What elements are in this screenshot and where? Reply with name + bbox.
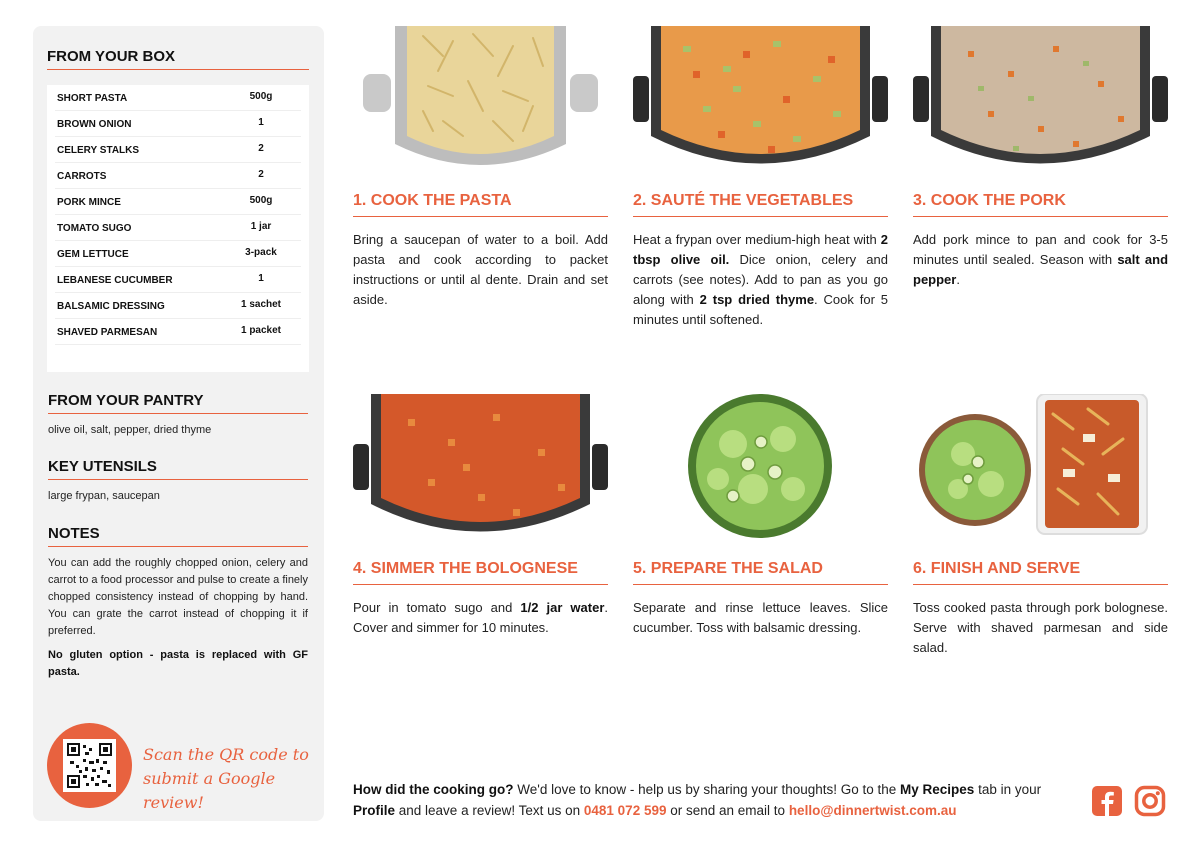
ingredient-qty: 2 [258, 169, 264, 180]
pork-pan-photo [913, 26, 1168, 171]
step-emphasis: 1/2 jar water [520, 600, 605, 615]
step-5-title: 5. PREPARE THE SALAD [633, 560, 888, 585]
ingredient-row [55, 215, 301, 241]
ingredient-qty: 2 [258, 143, 264, 154]
bolognese-pan-photo [353, 394, 608, 539]
step-6-title: 6. FINISH AND SERVE [913, 560, 1168, 585]
step-emphasis: 2 tbsp olive oil. [633, 232, 888, 267]
step-text: Dice onion, celery and carrots (see notes). Add to pan as you go along with [633, 252, 888, 307]
feedback-text: and leave a review! Text us on [395, 803, 584, 818]
ingredient-name: BROWN ONION [57, 119, 132, 130]
ingredient-qty: 1 [258, 273, 264, 284]
ingredient-row [55, 111, 301, 137]
qr-badge [47, 723, 132, 808]
ingredient-name: CELERY STALKS [57, 145, 140, 156]
step-text: Pour in tomato sugo and [353, 600, 521, 615]
step-3-body [913, 230, 1168, 290]
utensils-heading: KEY UTENSILS [48, 458, 308, 480]
ingredient-row [55, 241, 301, 267]
ingredient-qty: 3-pack [245, 247, 277, 258]
feedback-question: How did the cooking go? [353, 782, 514, 797]
ingredient-row [55, 85, 301, 111]
step-emphasis: 2 tsp dried thyme [699, 292, 815, 307]
step-text: Heat a frypan over medium-high heat with [633, 232, 881, 247]
ingredient-qty: 500g [249, 91, 273, 102]
notes-heading: NOTES [48, 525, 308, 547]
qr-caption [143, 743, 313, 815]
step-text: Add pork mince to pan and cook for 3-5 minutes until sealed. Season with [913, 232, 1168, 267]
ingredient-name: SHORT PASTA [57, 93, 128, 104]
step-emphasis: salt and pepper [913, 252, 1169, 287]
feedback-text: tab in your [974, 782, 1042, 797]
ingredient-name: BALSAMIC DRESSING [57, 301, 165, 312]
step-text: . [956, 272, 960, 287]
qr-code-graphic [67, 743, 112, 788]
step-text: . Cover and simmer for 10 minutes. [353, 600, 608, 635]
facebook-icon[interactable] [1091, 785, 1123, 817]
email-link[interactable]: hello@dinnertwist.com.au [788, 803, 957, 818]
feedback-text: We'd love to know - help us by sharing your thoughts! Go to the [513, 782, 901, 797]
step-text: Separate and rinse lettuce leaves. Slice cucumber. Toss with balsamic dressing. [633, 600, 888, 635]
ingredient-row [55, 293, 301, 319]
qr-caption-line: submit a Google review! [143, 769, 276, 812]
sidebar [33, 26, 324, 821]
step-text: . Cook for 5 minutes until softened. [633, 292, 888, 327]
step-2-body [633, 230, 888, 330]
step-5-body [633, 598, 888, 638]
feedback-footer [353, 779, 1083, 821]
finished-dish-photo [913, 394, 1168, 539]
ingredients-table [47, 85, 309, 372]
step-6-body [913, 598, 1168, 658]
ingredient-name: TOMATO SUGO [57, 223, 132, 234]
ingredient-row [55, 163, 301, 189]
profile-label: Profile [353, 803, 396, 818]
ingredient-row [55, 137, 301, 163]
qr-code[interactable] [63, 739, 116, 792]
from-your-box-heading: FROM YOUR BOX [47, 48, 309, 70]
ingredient-qty: 1 jar [250, 221, 272, 232]
step-3-title: 3. COOK THE PORK [913, 192, 1168, 217]
ingredient-qty: 500g [249, 195, 273, 206]
pantry-heading: FROM YOUR PANTRY [48, 392, 308, 414]
qr-caption-line: Scan the QR code to [143, 745, 309, 764]
pantry-text: olive oil, salt, pepper, dried thyme [48, 424, 212, 436]
step-text: Bring a saucepan of water to a boil. Add pasta and cook according to packet instructions or until al dente. Drain and set aside. [353, 232, 608, 307]
salad-bowl-photo [633, 394, 888, 539]
my-recipes-label: My Recipes [900, 782, 975, 797]
ingredient-row [55, 189, 301, 215]
gluten-note: No gluten option - pasta is replaced with GF pasta. [48, 649, 308, 678]
ingredient-name: LEBANESE CUCUMBER [57, 275, 173, 286]
step-1-body [353, 230, 608, 310]
vegetables-pan-photo [633, 26, 888, 171]
step-text: Toss cooked pasta through pork bolognese. Serve with shaved parmesan and side salad. [913, 600, 1168, 655]
step-2-title: 2. SAUTÉ THE VEGETABLES [633, 192, 888, 217]
ingredient-qty: 1 packet [240, 325, 282, 336]
ingredient-name: SHAVED PARMESAN [57, 327, 158, 338]
utensils-text: large frypan, saucepan [48, 490, 160, 502]
step-4-title: 4. SIMMER THE BOLOGNESE [353, 560, 608, 585]
notes-text: You can add the roughly chopped onion, celery and carrot to a food processor and pulse to create a finely chopped consistency instead of chopping by hand. You can grate the carrot instead of chopping it if preferred. [48, 557, 308, 637]
ingredient-name: GEM LETTUCE [57, 249, 129, 260]
step-1-title: 1. COOK THE PASTA [353, 192, 608, 217]
ingredient-name: CARROTS [57, 171, 107, 182]
ingredient-name: PORK MINCE [57, 197, 121, 208]
ingredient-qty: 1 sachet [240, 299, 282, 310]
ingredient-row [55, 319, 301, 345]
ingredient-row [55, 267, 301, 293]
phone-number-link[interactable]: 0481 072 599 [583, 803, 667, 818]
ingredient-qty: 1 [258, 117, 264, 128]
step-4-body [353, 598, 608, 638]
instagram-icon[interactable] [1134, 785, 1166, 817]
feedback-text: or send an email to [666, 803, 789, 818]
pasta-pot-photo [353, 26, 608, 171]
